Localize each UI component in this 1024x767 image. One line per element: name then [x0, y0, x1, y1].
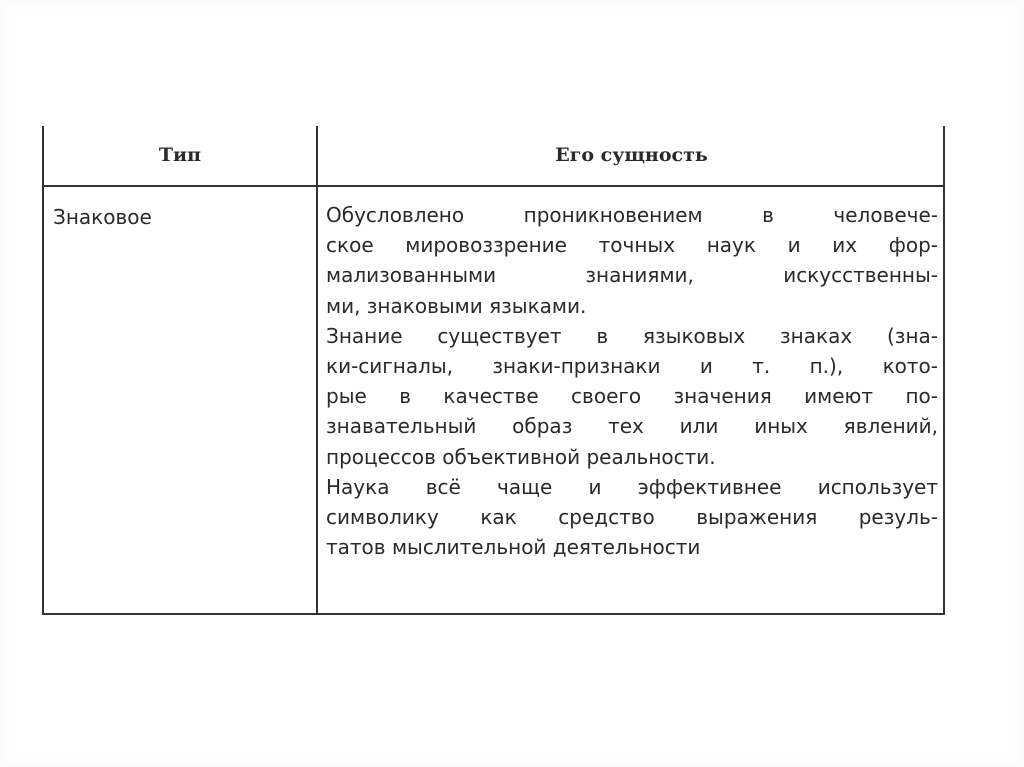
essence-line: процессов объективной реальности.	[326, 444, 716, 469]
cell-essence	[326, 200, 938, 562]
essence-line: рые в качестве своего значения имеют по-	[326, 384, 938, 409]
essence-line: ское мировоззрение точных наук и их фор-	[326, 233, 938, 258]
column-divider	[316, 126, 318, 613]
essence-line: мализованными знаниями, искусственны-	[326, 263, 938, 288]
essence-line: Наука всё чаще и эффективнее использует	[326, 474, 938, 499]
essence-line: ми, знаковыми языками.	[326, 293, 587, 318]
essence-line: татов мыслительной деятельности	[326, 535, 701, 560]
essence-line: Обусловлено проникновением в человече-	[326, 203, 938, 227]
essence-line: знавательный образ тех или иных явлений,	[326, 414, 938, 439]
header-divider	[44, 185, 943, 187]
essence-line: символику как средство выражения резуль-	[326, 504, 938, 529]
header-essence: Его сущность	[555, 144, 708, 166]
header-type: Тип	[158, 144, 202, 166]
content-table	[42, 126, 945, 615]
essence-line: ки-сигналы, знаки-признаки и т. п.), кото-	[326, 353, 938, 378]
cell-type: Знаковое	[53, 205, 152, 229]
essence-line: Знание существует в языковых знаках (зна-	[326, 323, 938, 348]
